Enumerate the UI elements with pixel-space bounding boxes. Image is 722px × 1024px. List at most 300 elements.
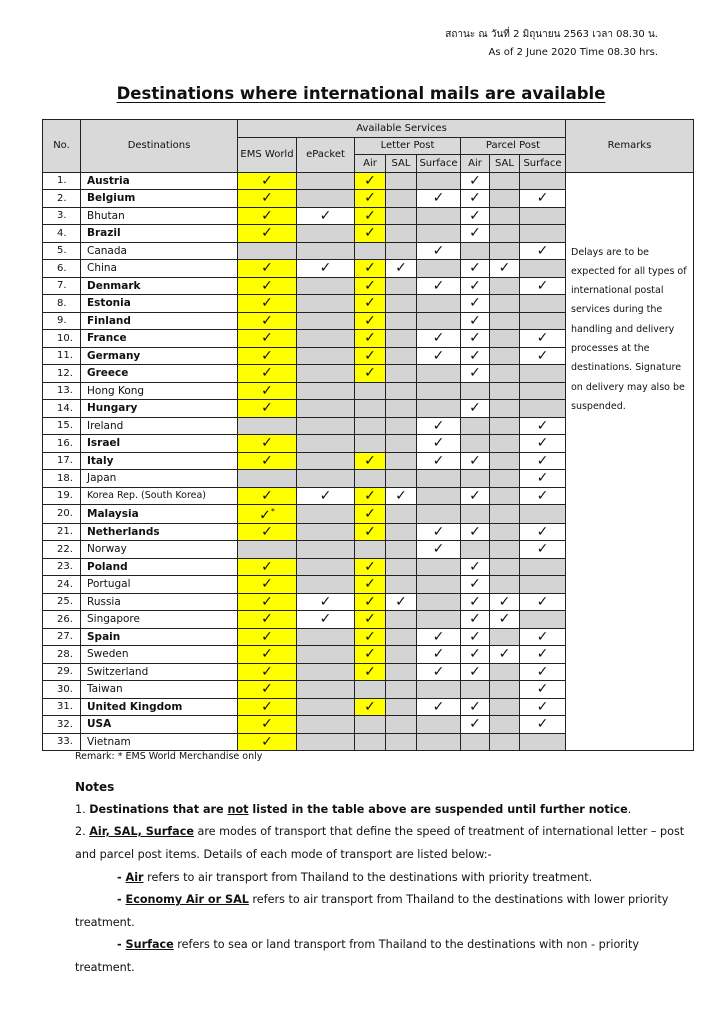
service-cell-pf [520, 646, 566, 664]
service-cell-ep [297, 593, 355, 611]
service-cell-ls [386, 277, 417, 295]
service-cell-pf [520, 628, 566, 646]
check-icon: ✓ [498, 611, 511, 628]
service-cell-pa [461, 681, 490, 699]
service-cell-ems [238, 663, 297, 681]
destination-name: Finland [81, 312, 238, 330]
header-parcel-sal: SAL [490, 155, 520, 173]
destination-name: Denmark [81, 277, 238, 295]
service-cell-ps [490, 312, 520, 330]
service-cell-ems [238, 698, 297, 716]
service-cell-pa [461, 593, 490, 611]
row-number: 16. [43, 435, 81, 453]
service-cell-lf [417, 611, 461, 629]
service-cell-ls [386, 400, 417, 418]
destination-name: Hungary [81, 400, 238, 418]
service-cell-ls [386, 628, 417, 646]
service-cell-pf [520, 260, 566, 278]
service-cell-ls [386, 330, 417, 348]
check-icon: ✓ [319, 611, 332, 628]
destination-name: USA [81, 716, 238, 734]
destination-name: Israel [81, 435, 238, 453]
service-cell-pa [461, 365, 490, 383]
service-cell-ep [297, 452, 355, 470]
service-cell-pa [461, 576, 490, 594]
check-icon: ✓ [469, 207, 481, 224]
service-cell-ls [386, 242, 417, 260]
check-icon: ✓ [432, 523, 445, 540]
service-cell-lf [417, 365, 461, 383]
service-cell-ep [297, 365, 355, 383]
page-title: Destinations where international mails are available [116, 84, 606, 103]
check-icon: ✓ [469, 347, 481, 364]
service-cell-pa [461, 260, 490, 278]
service-cell-pf [520, 295, 566, 313]
row-number: 4. [43, 225, 81, 243]
note-2-line2: and parcel post items. Details of each mode of transport are listed below:- [75, 848, 492, 861]
service-cell-ls [386, 190, 417, 208]
service-cell-ep [297, 225, 355, 243]
check-icon: ✓ [261, 681, 273, 698]
row-number: 22. [43, 541, 81, 559]
service-cell-pa [461, 541, 490, 559]
service-cell-lf [417, 576, 461, 594]
service-cell-ems [238, 523, 297, 541]
service-cell-pf [520, 541, 566, 559]
service-cell-ep [297, 698, 355, 716]
check-icon: ✓ [261, 347, 273, 364]
service-cell-pf [520, 698, 566, 716]
destination-name: Austria [81, 172, 238, 190]
row-number: 11. [43, 347, 81, 365]
check-icon: ✓ [432, 698, 445, 715]
service-cell-ls [386, 487, 417, 505]
service-cell-pf [520, 225, 566, 243]
row-number: 3. [43, 207, 81, 225]
service-cell-la [355, 628, 386, 646]
service-cell-ls [386, 698, 417, 716]
check-icon: ✓ [261, 400, 273, 417]
service-cell-la [355, 487, 386, 505]
notes-heading: Notes [75, 780, 115, 794]
destination-name: Portugal [81, 576, 238, 594]
destination-name: Russia [81, 593, 238, 611]
service-cell-la [355, 523, 386, 541]
check-icon: ✓ [395, 260, 407, 277]
service-cell-ep [297, 733, 355, 751]
service-cell-pf [520, 242, 566, 260]
check-icon: ✓ [469, 558, 481, 575]
destination-name: Italy [81, 452, 238, 470]
destination-name: Ireland [81, 417, 238, 435]
check-icon: ✓ [536, 277, 549, 294]
service-cell-ps [490, 663, 520, 681]
service-cell-pf [520, 365, 566, 383]
service-cell-la [355, 277, 386, 295]
service-cell-ep [297, 628, 355, 646]
check-icon: ✓ [261, 172, 273, 189]
service-cell-la [355, 733, 386, 751]
service-cell-ls [386, 733, 417, 751]
service-cell-pf [520, 593, 566, 611]
service-cell-ep [297, 172, 355, 190]
service-cell-ps [490, 470, 520, 488]
service-cell-lf [417, 663, 461, 681]
check-icon: ✓ [469, 452, 481, 469]
check-icon: ✓ [261, 733, 273, 750]
destination-name: Singapore [81, 611, 238, 629]
service-cell-ls [386, 347, 417, 365]
service-cell-ems [238, 190, 297, 208]
check-icon: ✓ [364, 452, 376, 469]
service-cell-ps [490, 505, 520, 524]
service-cell-ps [490, 698, 520, 716]
service-cell-ps [490, 277, 520, 295]
service-cell-ep [297, 347, 355, 365]
check-icon: ✓ [319, 487, 332, 504]
row-number: 32. [43, 716, 81, 734]
service-cell-pa [461, 470, 490, 488]
service-cell-ls [386, 172, 417, 190]
check-icon: ✓ [261, 277, 273, 294]
service-cell-ps [490, 435, 520, 453]
service-cell-ps [490, 190, 520, 208]
row-number: 25. [43, 593, 81, 611]
service-cell-lf [417, 207, 461, 225]
service-cell-ep [297, 417, 355, 435]
service-cell-ems [238, 681, 297, 699]
check-icon: ✓ [364, 330, 376, 347]
check-icon: ✓ [432, 646, 445, 663]
service-cell-ems [238, 225, 297, 243]
check-icon: ✓ [319, 207, 332, 224]
service-cell-ep [297, 663, 355, 681]
service-cell-pf [520, 576, 566, 594]
service-cell-pa [461, 646, 490, 664]
service-cell-ps [490, 417, 520, 435]
check-icon: ✓ [261, 593, 273, 610]
check-icon: ✓ [432, 190, 445, 207]
service-cell-ps [490, 611, 520, 629]
row-number: 6. [43, 260, 81, 278]
service-cell-ep [297, 382, 355, 400]
service-cell-ep [297, 681, 355, 699]
service-cell-ls [386, 558, 417, 576]
check-icon: ✓ [432, 347, 445, 364]
destination-name: China [81, 260, 238, 278]
service-cell-lf [417, 733, 461, 751]
header-remarks: Remarks [566, 120, 694, 173]
check-icon: ✓ [536, 698, 549, 715]
check-icon: ✓ [536, 716, 549, 733]
check-icon: ✓ [261, 365, 273, 382]
service-cell-pf [520, 523, 566, 541]
service-cell-la [355, 716, 386, 734]
row-number: 33. [43, 733, 81, 751]
service-cell-ls [386, 523, 417, 541]
check-icon: ✓ [469, 663, 481, 680]
check-icon: ✓ [469, 698, 481, 715]
header-parcel-surface: Surface [520, 155, 566, 173]
service-cell-pa [461, 505, 490, 524]
header-letter-post: Letter Post [355, 137, 461, 155]
remarks-cell [566, 172, 694, 751]
destination-name: Japan [81, 470, 238, 488]
service-cell-pf [520, 733, 566, 751]
note-1: 1. Destinations that are not listed in the table above are suspended until further notice. [75, 803, 632, 816]
service-cell-ps [490, 172, 520, 190]
service-cell-ems [238, 295, 297, 313]
service-cell-pf [520, 505, 566, 524]
service-cell-la [355, 347, 386, 365]
header-letter-sal: SAL [386, 155, 417, 173]
row-number: 30. [43, 681, 81, 699]
row-number: 24. [43, 576, 81, 594]
service-cell-ps [490, 523, 520, 541]
check-icon: ✓ [261, 295, 273, 312]
check-icon: ✓ [536, 487, 549, 504]
check-icon: ✓ [469, 172, 481, 189]
check-icon: ✓ [261, 628, 273, 645]
service-cell-pf [520, 417, 566, 435]
row-number: 27. [43, 628, 81, 646]
header-available-services: Available Services [238, 120, 566, 138]
check-icon: ✓ [395, 487, 407, 504]
check-icon: ✓ [432, 541, 445, 558]
service-cell-la [355, 295, 386, 313]
service-cell-la [355, 541, 386, 559]
row-number: 5. [43, 242, 81, 260]
row-number: 28. [43, 646, 81, 664]
service-cell-ep [297, 716, 355, 734]
service-cell-ep [297, 470, 355, 488]
service-cell-ep [297, 207, 355, 225]
check-icon: ✓ [536, 190, 549, 207]
row-number: 8. [43, 295, 81, 313]
row-number: 13. [43, 382, 81, 400]
check-icon: ✓ [261, 312, 273, 329]
service-cell-la [355, 260, 386, 278]
check-icon: ✓ [536, 628, 549, 645]
service-cell-pa [461, 347, 490, 365]
check-icon: ✓ [364, 593, 376, 610]
service-cell-ep [297, 260, 355, 278]
service-cell-la [355, 470, 386, 488]
service-cell-pa [461, 523, 490, 541]
service-cell-pf [520, 382, 566, 400]
service-cell-ps [490, 716, 520, 734]
service-cell-pf [520, 330, 566, 348]
check-icon: ✓ [261, 207, 273, 224]
service-cell-ps [490, 330, 520, 348]
service-cell-ls [386, 593, 417, 611]
service-cell-ls [386, 365, 417, 383]
note-surface-line2: treatment. [75, 961, 135, 974]
service-cell-pa [461, 611, 490, 629]
destination-name: Hong Kong [81, 382, 238, 400]
row-number: 17. [43, 452, 81, 470]
service-cell-lf [417, 260, 461, 278]
service-cell-ems [238, 487, 297, 505]
service-cell-ps [490, 452, 520, 470]
service-cell-pa [461, 417, 490, 435]
service-cell-ps [490, 295, 520, 313]
service-cell-ep [297, 646, 355, 664]
service-cell-ls [386, 716, 417, 734]
check-icon: ✓ [536, 242, 549, 259]
check-icon: ✓ [469, 487, 481, 504]
service-cell-ep [297, 190, 355, 208]
service-cell-pa [461, 628, 490, 646]
destination-name: United Kingdom [81, 698, 238, 716]
service-cell-la [355, 593, 386, 611]
service-cell-lf [417, 382, 461, 400]
merchandise-only-marker: * [270, 507, 275, 516]
service-cell-la [355, 382, 386, 400]
service-cell-pa [461, 733, 490, 751]
service-cell-pf [520, 400, 566, 418]
service-cell-ems [238, 312, 297, 330]
service-cell-lf [417, 435, 461, 453]
service-cell-ps [490, 225, 520, 243]
check-icon: ✓ [261, 558, 273, 575]
service-cell-la [355, 611, 386, 629]
service-cell-ls [386, 417, 417, 435]
header-parcel-post: Parcel Post [461, 137, 566, 155]
check-icon: ✓ [469, 330, 481, 347]
service-cell-lf [417, 277, 461, 295]
note-air: - Air refers to air transport from Thailand to the destinations with priority treatment. [117, 871, 593, 884]
service-cell-lf [417, 541, 461, 559]
service-cell-lf [417, 347, 461, 365]
check-icon: ✓ [261, 487, 273, 504]
service-cell-pf [520, 487, 566, 505]
check-icon: ✓ [469, 312, 481, 329]
service-cell-la [355, 207, 386, 225]
check-icon: ✓ [364, 365, 376, 382]
service-cell-la [355, 558, 386, 576]
service-cell-pa [461, 172, 490, 190]
service-cell-ls [386, 646, 417, 664]
destination-name: Belgium [81, 190, 238, 208]
service-cell-pa [461, 435, 490, 453]
service-cell-la [355, 505, 386, 524]
service-cell-la [355, 698, 386, 716]
service-cell-pa [461, 716, 490, 734]
header-parcel-air: Air [461, 155, 490, 173]
service-cell-pa [461, 207, 490, 225]
check-icon: ✓ [432, 452, 445, 469]
service-cell-ps [490, 733, 520, 751]
check-icon: ✓ [261, 190, 273, 207]
check-icon: ✓ [536, 470, 549, 487]
destination-name: Vietnam [81, 733, 238, 751]
check-icon: ✓ [364, 190, 376, 207]
check-icon: ✓ [469, 576, 481, 593]
note-sal-line2: treatment. [75, 916, 135, 929]
service-cell-lf [417, 593, 461, 611]
service-cell-pf [520, 558, 566, 576]
service-cell-ems [238, 435, 297, 453]
service-cell-lf [417, 716, 461, 734]
service-cell-pf [520, 277, 566, 295]
service-cell-ems [238, 330, 297, 348]
service-cell-ls [386, 681, 417, 699]
service-cell-la [355, 663, 386, 681]
service-cell-la [355, 417, 386, 435]
service-cell-ems [238, 277, 297, 295]
row-number: 15. [43, 417, 81, 435]
check-icon: ✓ [364, 260, 376, 277]
check-icon: ✓ [432, 435, 445, 452]
check-icon: ✓ [432, 417, 445, 434]
check-icon: ✓ [536, 523, 549, 540]
check-icon: ✓ [432, 663, 445, 680]
destination-name: Netherlands [81, 523, 238, 541]
check-icon: ✓ [319, 593, 332, 610]
row-number: 26. [43, 611, 81, 629]
destination-name: Switzerland [81, 663, 238, 681]
note-2: 2. Air, SAL, Surface are modes of transport that define the speed of treatment of international letter – post [75, 825, 685, 838]
check-icon: ✓ [536, 417, 549, 434]
service-cell-ls [386, 435, 417, 453]
service-cell-pf [520, 716, 566, 734]
check-icon: ✓ [364, 225, 376, 242]
check-icon: ✓ [364, 558, 376, 575]
remark-note: Remark: * EMS World Merchandise only [75, 751, 263, 762]
check-icon: ✓ [364, 295, 376, 312]
destination-name: Sweden [81, 646, 238, 664]
check-icon: ✓ [261, 611, 273, 628]
check-icon: ✓ [469, 260, 481, 277]
service-cell-pf [520, 312, 566, 330]
service-cell-la [355, 646, 386, 664]
note-surface: - Surface refers to sea or land transport from Thailand to the destinations with non - priority [117, 938, 640, 951]
service-cell-ps [490, 347, 520, 365]
service-cell-la [355, 330, 386, 348]
check-icon: ✓ [364, 277, 376, 294]
service-cell-ems [238, 646, 297, 664]
service-cell-la [355, 452, 386, 470]
service-cell-la [355, 576, 386, 594]
header-letter-surface: Surface [417, 155, 461, 173]
service-cell-pf [520, 663, 566, 681]
destination-name: Germany [81, 347, 238, 365]
service-cell-pa [461, 190, 490, 208]
service-cell-pf [520, 611, 566, 629]
row-number: 2. [43, 190, 81, 208]
check-icon: ✓ [364, 698, 376, 715]
service-cell-ls [386, 312, 417, 330]
check-icon: ✓ [432, 242, 445, 259]
status-date-english: As of 2 June 2020 Time 08.30 hrs. [488, 47, 658, 58]
service-cell-ep [297, 558, 355, 576]
service-cell-lf [417, 646, 461, 664]
service-cell-ep [297, 312, 355, 330]
service-cell-pf [520, 207, 566, 225]
row-number: 10. [43, 330, 81, 348]
destination-name: Brazil [81, 225, 238, 243]
service-cell-ems [238, 347, 297, 365]
service-cell-pa [461, 663, 490, 681]
check-icon: ✓ [469, 646, 481, 663]
service-cell-pf [520, 172, 566, 190]
check-icon: ✓ [469, 523, 481, 540]
service-cell-lf [417, 628, 461, 646]
row-number: 1. [43, 172, 81, 190]
destination-name: Taiwan [81, 681, 238, 699]
check-icon: ✓ [261, 435, 273, 452]
